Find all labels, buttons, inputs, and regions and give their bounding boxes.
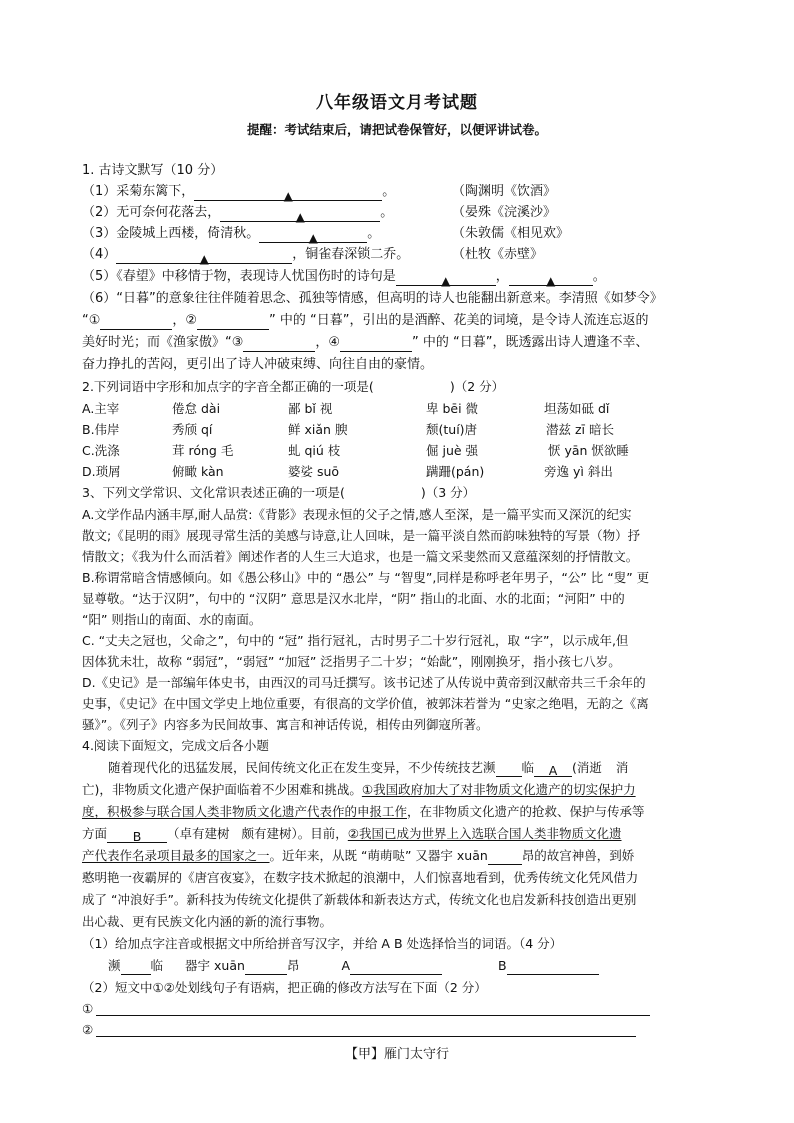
answer-blank[interactable] (116, 249, 292, 264)
triangle-marker-icon: ▲ (308, 231, 318, 245)
exam-notice: 提醒：考试结束后，请把试卷保管好，以便评讲试卷。 (246, 122, 547, 137)
answer-blank-a[interactable] (350, 960, 442, 975)
answer-line-2-label: ② (82, 1022, 94, 1037)
q4-passage-line-2: 亡)，非物质文化遗产保护面临着不少困难和挑战。①我国政府加大了对非物质文化遗产的切实保护力 (82, 782, 636, 797)
q3-option-c-line-2: 因体犹未壮，故称 “弱冠”，“弱冠” “加冠” 泛指男子二十岁；“始龀”，刚刚换牙，指小孩七八岁。 (82, 654, 621, 669)
q2-stem: 2.下列词语中字形和加点字的字音全都正确的一项是( )（2 分） (82, 379, 505, 394)
q1-source-4: （杜牧《赤壁》 (452, 247, 544, 262)
answer-blank[interactable] (396, 271, 496, 286)
q1-line-1: （1）采菊东篱下， ▲ 。 (82, 184, 396, 203)
q3-option-c-line-1: C. “丈夫之冠也，父命之”，句中的 “冠” 指行冠礼，古时男子二十岁行冠礼，取 “字”，以示成年,但 (82, 633, 629, 648)
q3-option-d-line-2: 史事，《史记》在中国文学史上地位重要，有很高的文学价值，被郭沫若誉为 “史家之绝唱，无韵之《离 (82, 696, 649, 711)
q2-option-c-word-4: 倔 juè 强 (426, 443, 479, 458)
section-heading: 【甲】雁门太守行 (344, 1047, 449, 1062)
q1-source-2: （晏殊《浣溪沙》 (452, 205, 557, 220)
q3-option-a-line-3: 情散文；《我为什么而活着》阐述作者的人生三大追求，也是一篇文采斐然而又意蕴深刻的抒情散文。 (82, 549, 639, 564)
q1-line-2: （2）无可奈何花落去， ▲ 。 (82, 205, 394, 224)
q2-option-a-word-1: A.主宰 (82, 401, 120, 416)
answer-blank[interactable] (121, 960, 151, 975)
blank-a[interactable]: A (534, 762, 572, 777)
answer-blank[interactable] (496, 762, 522, 777)
triangle-marker-icon: ▲ (199, 252, 209, 266)
q2-option-a-word-2: 倦怠 dài (172, 401, 221, 416)
answer-blank[interactable] (340, 337, 412, 352)
q2-option-d-word-2: 俯瞰 kàn (172, 464, 224, 479)
q4-passage-line-4: 方面 B （卓有建树 颇有建树）。目前，②我国已成为世界上入选联合国人类非物质文化遗 (82, 826, 622, 844)
answer-line-1-label: ① (82, 1001, 94, 1016)
q4-subquestion-2: （2）短文中①②处划线句子有语病，把正确的修改方法写在下面（2 分） (82, 980, 487, 995)
q1-line-6d: 奋力挣扎的苦闷，更引出了诗人冲破束缚、向往自由的豪情。 (82, 357, 434, 372)
answer-blank-b[interactable] (507, 960, 599, 975)
answer-blank[interactable] (243, 337, 315, 352)
q1-line-6b: “① ，② ” 中的 “日暮”，引出的是酒醉、花美的词境，是令诗人流连忘返的 (82, 313, 649, 328)
triangle-marker-icon: ▲ (295, 210, 305, 224)
q2-option-b-word-1: B.伟岸 (82, 422, 120, 437)
answer-blank[interactable] (194, 186, 382, 201)
answer-blank[interactable] (488, 850, 522, 865)
q2-option-a-word-3: 鄙 bǐ 视 (288, 401, 333, 416)
q2-option-b-word-3: 鲜 xiǎn 腴 (288, 422, 348, 437)
q2-option-b-word-2: 秀颀 qí (172, 422, 213, 437)
answer-blank[interactable] (197, 315, 269, 330)
page-title: 八年级语文月考试题 (316, 93, 478, 113)
q2-option-b-word-5: 潜兹 zī 暗长 (546, 422, 614, 437)
q2-option-b-word-4: 颓(tuí)唐 (426, 422, 478, 437)
blank-b[interactable]: B (107, 828, 167, 843)
q1-line-3: （3）金陵城上西楼，倚清秋。 ▲ 。 (82, 226, 381, 245)
q2-option-c-word-2: 茸 róng 毛 (172, 443, 234, 458)
q2-option-c-word-1: C.洗涤 (82, 443, 120, 458)
triangle-marker-icon: ▲ (546, 274, 556, 288)
q2-option-a-word-4: 卑 bēi 微 (426, 401, 479, 416)
q4-subquestion-1: （1）给加点字注音或根据文中所给拼音写汉字，并给 A B 处选择恰当的词语。（4 分） (82, 936, 563, 951)
answer-line-2[interactable] (96, 1036, 636, 1037)
q3-option-b-line-3: “阳” 则指山的南面、水的南面。 (82, 612, 262, 627)
q4-subquestion-1-blanks: 濒 临 器宇 xuān 昂 A B (108, 957, 599, 975)
q3-option-b-line-1: B.称谓常暗含情感倾向。如《愚公移山》中的 “愚公” 与 “智叟”,同样是称呼老年男子，“公” 比 “叟” 更 (82, 570, 650, 585)
q4-passage-line-8: 出心裁、更有民族文化内涵的新的流行事物。 (82, 914, 333, 929)
answer-blank[interactable] (220, 207, 380, 222)
underlined-sentence-2-cont: 产代表作名录项目最多的国家之一 (82, 848, 270, 863)
q2-option-c-word-5: 恹 yān 恹欲睡 (548, 443, 629, 458)
underlined-sentence-1: ①我国政府加大了对非物质文化遗产的切实保护力 (361, 782, 636, 797)
q1-line-4: （4） ▲ ，铜雀春深锁二乔。 (82, 247, 410, 266)
q4-passage-line-7: 成了 “冲浪好手”。新科技为传统文化提供了新载体和新表达方式，传统文化也启发新科技创造出更别 (82, 892, 637, 907)
q4-heading: 4.阅读下面短文，完成文后各小题 (82, 738, 269, 753)
answer-blank[interactable] (259, 228, 367, 243)
q3-option-d-line-1: D.《史记》是一部编年体史书，由西汉的司马迁撰写。该书记述了从传说中黄帝到汉献帝共三千余年的 (82, 675, 646, 690)
q2-option-d-word-5: 旁逸 yì 斜出 (544, 464, 613, 479)
q3-option-b-line-2: 显尊敬。“达于汉阴”，句中的 “汉阴” 意思是汉水北岸，“阴” 指山的北面、水的北面；“河阳” 中的 (82, 591, 625, 606)
q3-option-d-line-3: 骚》”。《列子》内容多为民间故事、寓言和神话传说，相传由列御寇所著。 (82, 717, 489, 732)
q1-line-6c: 美好时光；而《渔家傲》“③ ，④ ” 中的 “日暮”，既透露出诗人遭逢不幸、 (82, 335, 649, 350)
q1-line-6a: （6）“日暮”的意象往往伴随着思念、孤独等情感，但高明的诗人也能翻出新意来。李清照《如梦令》 (82, 291, 663, 306)
q4-passage-line-6: 憨明艳一夜霸屏的《唐宫夜宴》，在数字技术掀起的浪潮中，人们惊喜地看到，优秀传统文化凭风借力 (82, 870, 639, 885)
underlined-sentence-1-cont: 度，积极参与联合国人类非物质文化遗产代表作的申报工作 (82, 804, 408, 819)
underlined-sentence-2: ②我国已成为世界上入选联合国人类非物质文化遗 (347, 826, 622, 841)
q2-option-d-word-1: D.琐屑 (82, 464, 121, 479)
answer-line-1[interactable] (96, 1015, 650, 1016)
q2-option-a-word-5: 坦荡如砥 dǐ (544, 401, 610, 416)
triangle-marker-icon: ▲ (283, 189, 293, 203)
q3-option-a-line-2: 散文;《昆明的雨》展现寻常生活的美感与诗意,让人回味，是一篇平淡自然而韵味独特的写景（物）抒 (82, 528, 641, 543)
answer-blank[interactable] (100, 315, 172, 330)
triangle-marker-icon: ▲ (441, 274, 451, 288)
q3-stem: 3、下列文学常识、文化常识表述正确的一项是( )（3 分） (82, 485, 476, 500)
q2-option-d-word-3: 婆娑 suō (288, 464, 340, 479)
q3-option-a-line-1: A.文学作品内涵丰厚,耐人品赏:《背影》表现永恒的父子之情,感人至深，是一篇平实而又深沉的纪实 (82, 507, 632, 522)
q4-passage-line-5: 产代表作名录项目最多的国家之一。近年来，从既 “萌萌哒” 又器宇 xuān 昂的故宫神兽，到娇 (82, 848, 635, 863)
q1-source-3: （朱敦儒《相见欢》 (452, 226, 570, 241)
q1-source-1: （陶渊明《饮酒》 (452, 184, 557, 199)
q1-line-5: （5）《春望》中移情于物，表现诗人忧国伤时的诗句是 ▲ ， ▲ 。 (82, 269, 606, 288)
answer-blank[interactable] (509, 271, 593, 286)
q1-heading: 1. 古诗文默写（10 分） (82, 163, 224, 178)
q2-option-d-word-4: 蹒跚(pán) (426, 464, 485, 479)
q2-option-c-word-3: 虬 qiú 枝 (288, 443, 341, 458)
q4-passage-line-1: 随着现代化的迅猛发展，民间传统文化正在发生变异，不少传统技艺濒 临 A (消逝 消 (108, 760, 629, 778)
answer-blank[interactable] (245, 960, 287, 975)
q4-passage-line-3: 度，积极参与联合国人类非物质文化遗产代表作的申报工作，在非物质文化遗产的抢救、保护与传承等 (82, 804, 645, 819)
